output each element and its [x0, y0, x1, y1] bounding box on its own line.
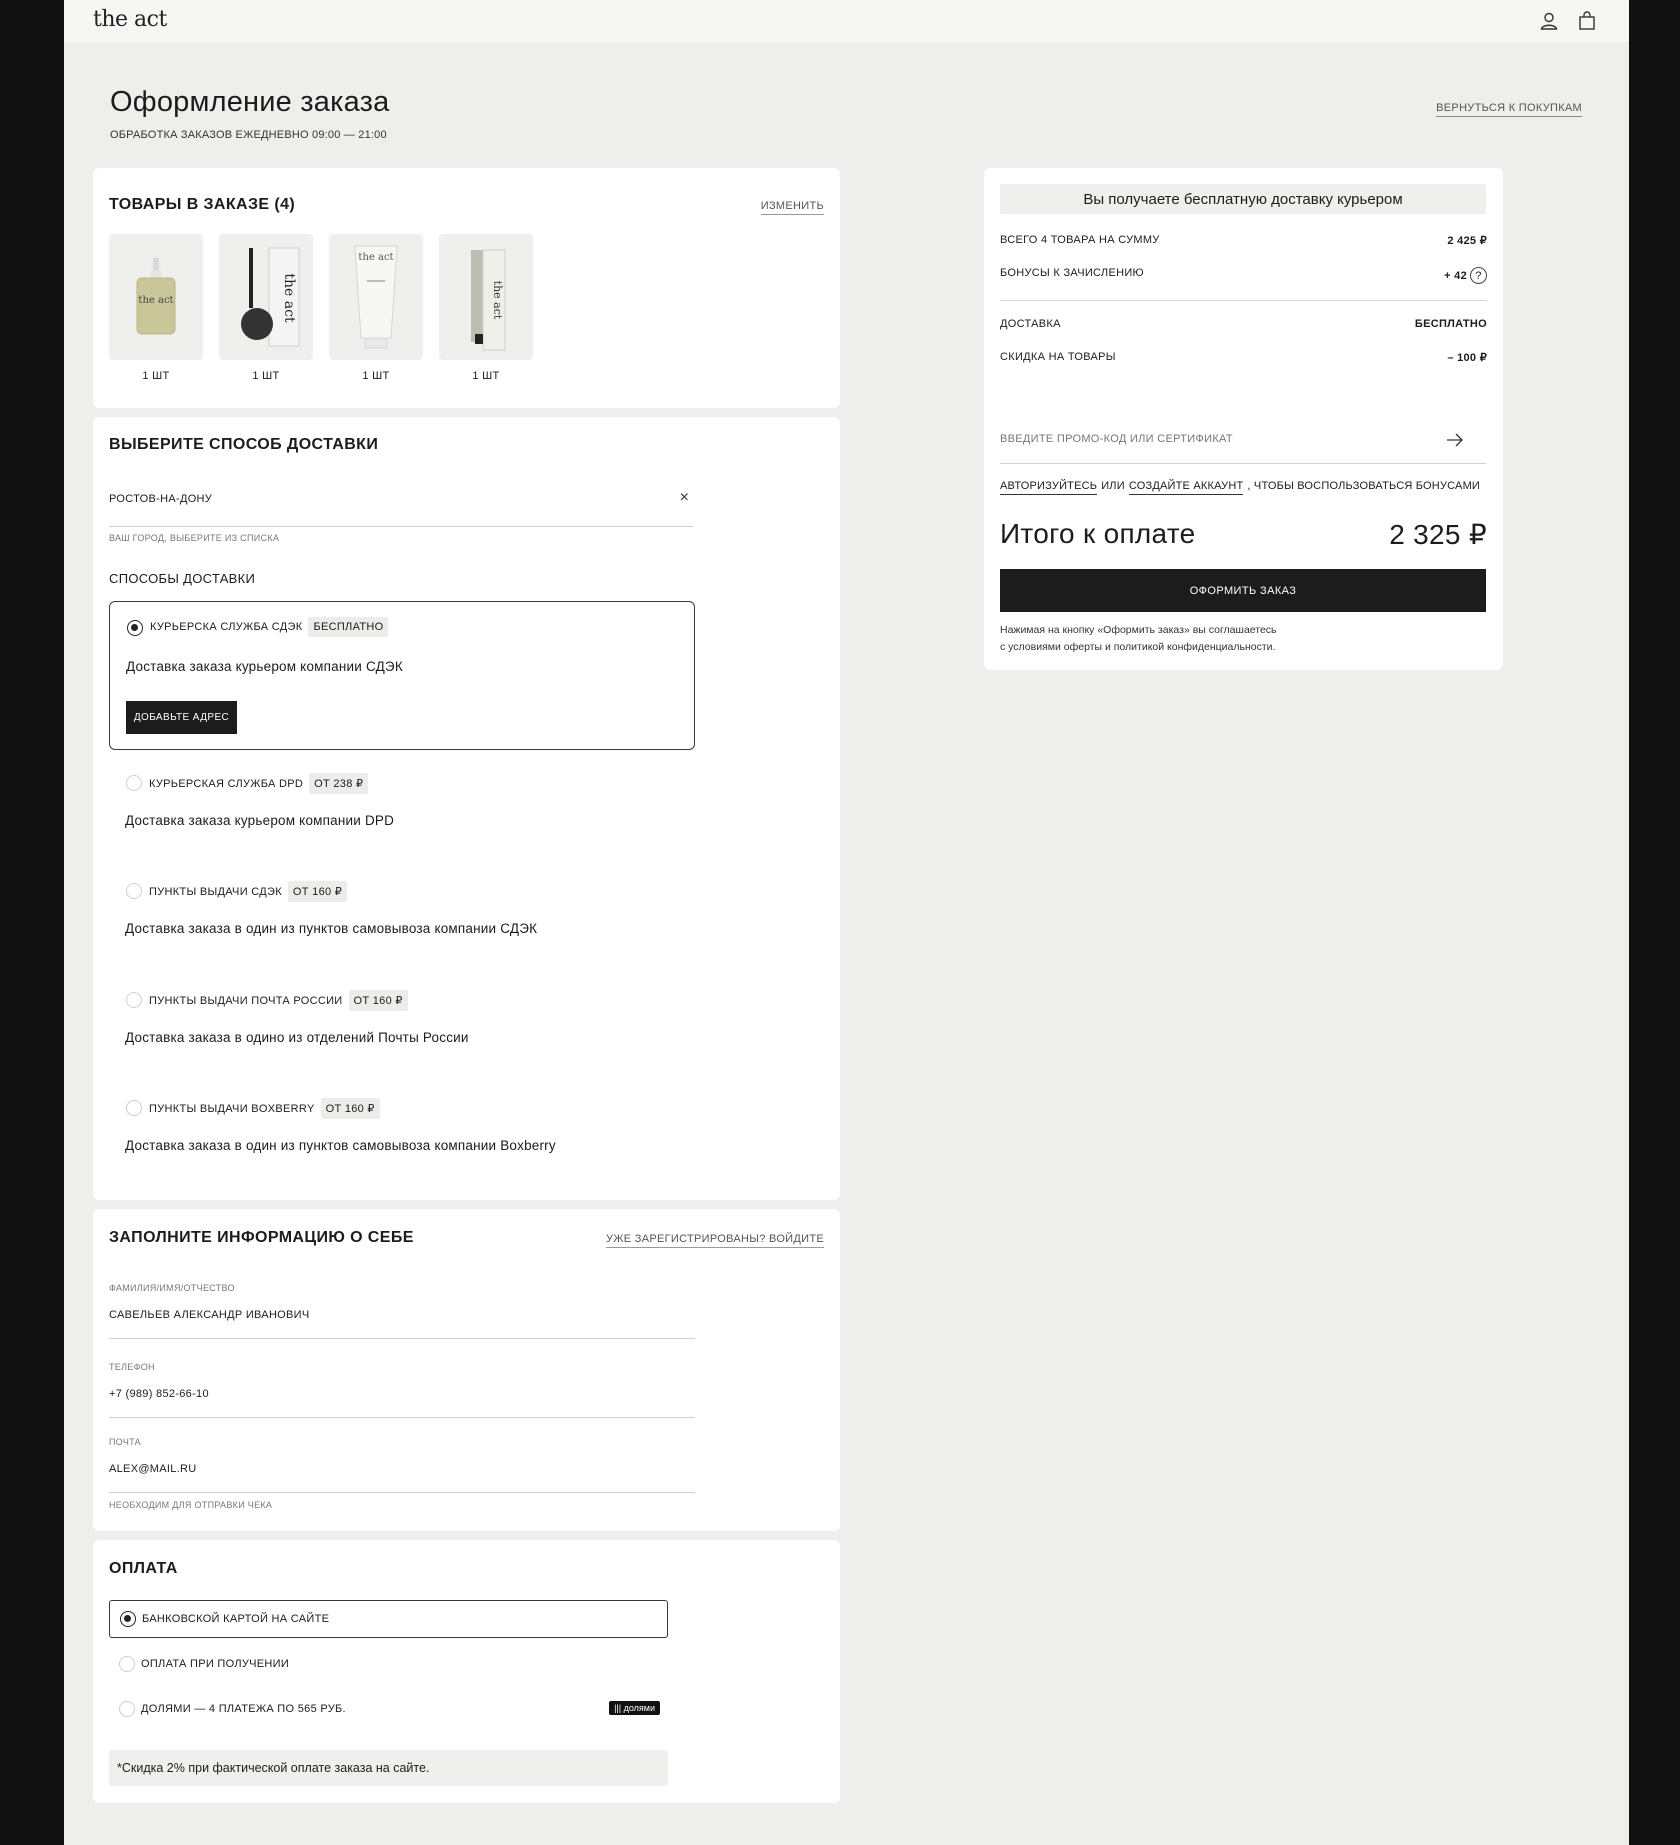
- auth-prompt: [1000, 480, 1480, 495]
- radio-button[interactable]: [126, 992, 142, 1008]
- customer-info-card: [93, 1209, 840, 1531]
- price-badge: БЕСПЛАТНО: [308, 617, 388, 637]
- svg-text:the act: the act: [138, 295, 174, 306]
- svg-text:the act: the act: [281, 273, 297, 323]
- bonus-row: [1000, 267, 1487, 284]
- page-title: Оформление заказа: [110, 86, 390, 118]
- radio-button[interactable]: [119, 1701, 135, 1717]
- payment-option-label: БАНКОВСКОЙ КАРТОЙ НА САЙТЕ: [142, 1613, 330, 1625]
- delivery-title: ВЫБЕРИТЕ СПОСОБ ДОСТАВКИ: [109, 436, 379, 453]
- cart-item[interactable]: [329, 234, 423, 382]
- items-total-label: ВСЕГО 4 ТОВАРА НА СУММУ: [1000, 234, 1160, 246]
- product-image: [219, 234, 313, 360]
- svg-text:the act: the act: [491, 280, 504, 320]
- promo-code-input[interactable]: [1000, 420, 1486, 464]
- promo-placeholder: ВВЕДИТЕ ПРОМО-КОД ИЛИ СЕРТИФИКАТ: [1000, 433, 1233, 445]
- checkout-page: [64, 0, 1629, 1845]
- radio-button[interactable]: [126, 883, 142, 899]
- terms-text: [1000, 622, 1277, 656]
- name-value: САВЕЛЬЕВ АЛЕКСАНДР ИВАНОВИЧ: [109, 1309, 310, 1321]
- radio-button[interactable]: [126, 1100, 142, 1116]
- items-total-value: 2 425 ₽: [1447, 235, 1487, 247]
- items-total-row: [1000, 234, 1487, 247]
- delivery-option-label: ПУНКТЫ ВЫДАЧИ ПОЧТА РОССИИ: [149, 994, 343, 1007]
- email-value: ALEX@MAIL.RU: [109, 1463, 197, 1475]
- order-summary-card: [984, 168, 1503, 670]
- help-icon[interactable]: ?: [1470, 267, 1487, 284]
- page-subtitle: ОБРАБОТКА ЗАКАЗОВ ЕЖЕДНЕВНО 09:00 — 21:00: [110, 129, 387, 141]
- item-quantity: 1 ШТ: [142, 370, 170, 382]
- delivery-option-label: КУРЬЕРСКАЯ СЛУЖБА DPD: [149, 777, 304, 790]
- login-link[interactable]: УЖЕ ЗАРЕГИСТРИРОВАНЫ? ВОЙДИТЕ: [606, 1233, 824, 1248]
- delivery-option-label: ПУНКТЫ ВЫДАЧИ СДЭК: [149, 885, 282, 898]
- product-image: [439, 234, 533, 360]
- phone-label: ТЕЛЕФОН: [109, 1362, 155, 1372]
- delivery-option-description: Доставка заказа в один из пунктов самовывоза компании Boxberry: [125, 1138, 556, 1153]
- delivery-label: ДОСТАВКА: [1000, 318, 1061, 330]
- create-account-link[interactable]: СОЗДАЙТЕ АККАУНТ: [1129, 480, 1244, 495]
- total-label: Итого к оплате: [1000, 518, 1196, 549]
- delivery-option-label: ПУНКТЫ ВЫДАЧИ BOXBERRY: [149, 1102, 315, 1115]
- delivery-card: [93, 417, 840, 1200]
- price-badge: ОТ 160 ₽: [288, 881, 347, 902]
- discount-value: – 100 ₽: [1447, 352, 1487, 364]
- delivery-row: [1000, 318, 1487, 330]
- payment-option-label: ОПЛАТА ПРИ ПОЛУЧЕНИИ: [141, 1658, 290, 1670]
- item-quantity: 1 ШТ: [362, 370, 390, 382]
- auth-suffix-text: , ЧТОБЫ ВОСПОЛЬЗОВАТЬСЯ БОНУСАМИ: [1247, 480, 1481, 492]
- bonus-label: БОНУСЫ К ЗАЧИСЛЕНИЮ: [1000, 267, 1144, 279]
- radio-button[interactable]: [126, 775, 142, 791]
- svg-text:the act: the act: [358, 252, 394, 263]
- cart-item[interactable]: [109, 234, 203, 382]
- city-input[interactable]: [109, 489, 693, 527]
- back-to-shopping-link[interactable]: ВЕРНУТЬСЯ К ПОКУПКАМ: [1436, 102, 1582, 117]
- dolyami-badge-label: долями: [623, 1703, 655, 1713]
- cart-item[interactable]: [219, 234, 313, 382]
- payment-option-label: ДОЛЯМИ — 4 ПЛАТЕЖА ПО 565 РУБ.: [141, 1703, 346, 1715]
- delivery-methods-title: СПОСОБЫ ДОСТАВКИ: [109, 571, 256, 586]
- name-label: ФАМИЛИЯ/ИМЯ/ОТЧЕСТВО: [109, 1283, 235, 1293]
- city-hint: ВАШ ГОРОД, ВЫБЕРИТЕ ИЗ СПИСКА: [109, 533, 280, 543]
- delivery-option-description: Доставка заказа курьером компании СДЭК: [126, 659, 403, 674]
- dolyami-logo: [609, 1701, 660, 1715]
- cart-items-card: [93, 168, 840, 408]
- payment-note: [109, 1750, 668, 1786]
- delivery-option-dpd[interactable]: [109, 773, 695, 843]
- email-label: ПОЧТА: [109, 1437, 141, 1447]
- price-badge: ОТ 160 ₽: [321, 1098, 380, 1119]
- payment-note-text: *Скидка 2% при фактической оплате заказа на сайте.: [117, 1761, 430, 1775]
- auth-or-text: ИЛИ: [1101, 480, 1125, 492]
- terms-line: с условиями оферты и политикой конфиденциальности.: [1000, 641, 1276, 653]
- edit-cart-link[interactable]: ИЗМЕНИТЬ: [761, 200, 824, 215]
- user-icon[interactable]: [1538, 10, 1560, 32]
- logo[interactable]: the act: [93, 7, 167, 32]
- shopping-bag-icon[interactable]: [1576, 10, 1598, 32]
- email-hint: НЕОБХОДИМ ДЛЯ ОТПРАВКИ ЧЕКА: [109, 1500, 273, 1510]
- total-value: 2 325 ₽: [1389, 519, 1487, 550]
- summary-divider: [1000, 300, 1487, 301]
- payment-card: [93, 1540, 840, 1803]
- delivery-option-boxberry[interactable]: [109, 1098, 695, 1168]
- price-badge: ОТ 238 ₽: [309, 773, 368, 794]
- payment-option-on-delivery[interactable]: [109, 1646, 668, 1684]
- delivery-option-label: КУРЬЕРСКА СЛУЖБА СДЭК: [150, 621, 303, 633]
- discount-label: СКИДКА НА ТОВАРЫ: [1000, 351, 1116, 363]
- city-value: РОСТОВ-НА-ДОНУ: [109, 493, 213, 505]
- bonus-value: + 42: [1444, 269, 1467, 282]
- price-badge: ОТ 160 ₽: [349, 990, 408, 1011]
- email-input[interactable]: [109, 1463, 695, 1493]
- clear-city-icon[interactable]: ×: [679, 489, 689, 506]
- radio-button[interactable]: [120, 1611, 136, 1627]
- product-image: [109, 234, 203, 360]
- dolyami-bars-icon: |||: [614, 1703, 622, 1713]
- payment-option-card[interactable]: [109, 1600, 668, 1638]
- place-order-button[interactable]: ОФОРМИТЬ ЗАКАЗ: [1000, 569, 1486, 612]
- arrow-right-icon[interactable]: [1446, 432, 1464, 448]
- top-bar: [64, 0, 1629, 42]
- terms-line: Нажимая на кнопку «Оформить заказ» вы соглашаетесь: [1000, 624, 1277, 636]
- delivery-option-cdek-courier[interactable]: [109, 601, 695, 750]
- radio-button[interactable]: [119, 1656, 135, 1672]
- radio-button[interactable]: [127, 620, 143, 636]
- delivery-option-russian-post[interactable]: [109, 990, 695, 1060]
- cart-item[interactable]: [439, 234, 533, 382]
- payment-title: ОПЛАТА: [109, 1560, 178, 1577]
- customer-info-title: ЗАПОЛНИТЕ ИНФОРМАЦИЮ О СЕБЕ: [109, 1229, 414, 1246]
- product-image: [329, 234, 423, 360]
- delivery-option-description: Доставка заказа курьером компании DPD: [125, 813, 395, 828]
- delivery-value: БЕСПЛАТНО: [1414, 318, 1487, 330]
- discount-row: [1000, 351, 1487, 364]
- name-input[interactable]: [109, 1309, 695, 1339]
- delivery-option-description: Доставка заказа в один из пунктов самовывоза компании СДЭК: [125, 921, 538, 936]
- free-delivery-banner: Вы получаете бесплатную доставку курьером: [1000, 184, 1486, 214]
- payment-option-dolyami[interactable]: [109, 1691, 668, 1729]
- delivery-option-cdek-points[interactable]: [109, 881, 695, 951]
- add-address-button[interactable]: ДОБАВЬТЕ АДРЕС: [126, 701, 237, 734]
- cart-title: ТОВАРЫ В ЗАКАЗЕ (4): [109, 196, 296, 213]
- item-quantity: 1 ШТ: [472, 370, 500, 382]
- phone-input[interactable]: [109, 1388, 695, 1418]
- phone-value: +7 (989) 852-66-10: [109, 1388, 209, 1400]
- login-link[interactable]: АВТОРИЗУЙТЕСЬ: [1000, 480, 1097, 495]
- delivery-option-description: Доставка заказа в одино из отделений Почты России: [125, 1030, 469, 1045]
- item-quantity: 1 ШТ: [252, 370, 280, 382]
